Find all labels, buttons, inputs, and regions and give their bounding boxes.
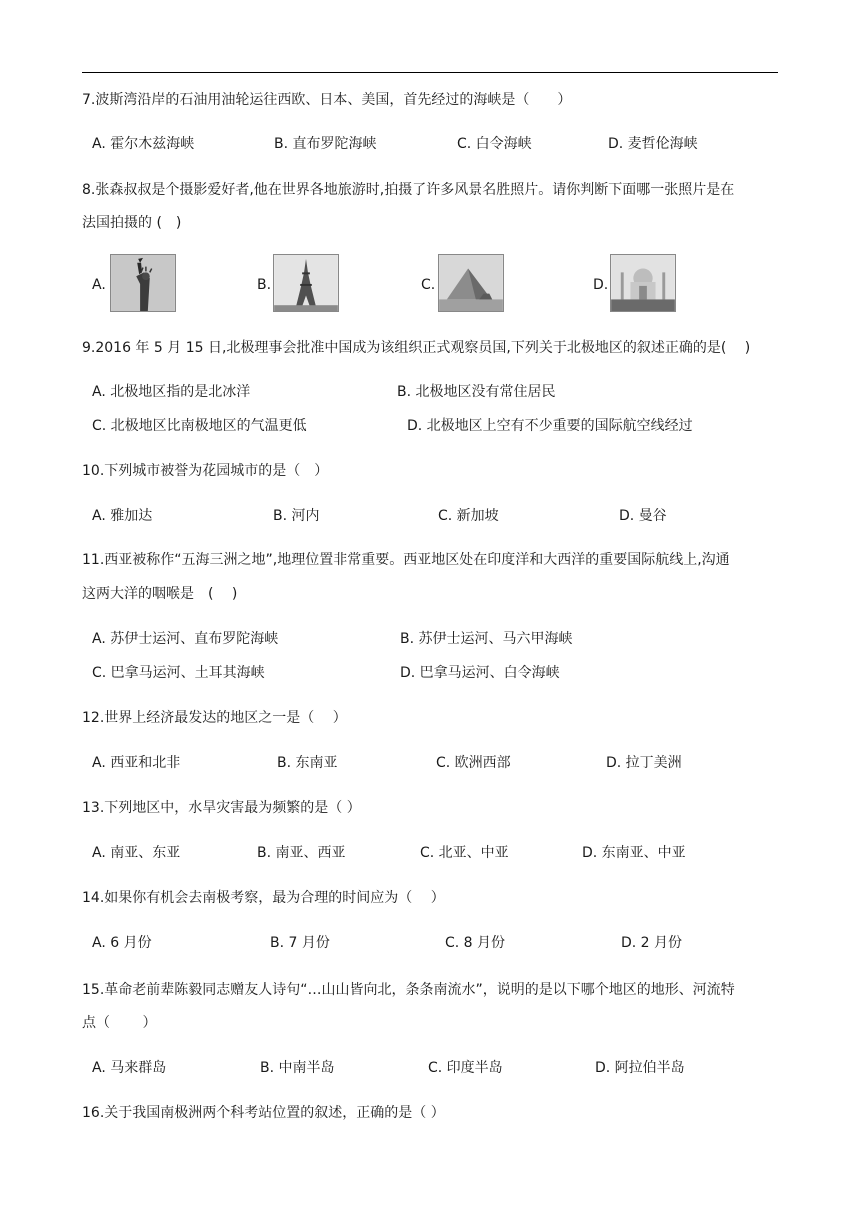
q11-option-c[interactable]: C. 巴拿马运河、土耳其海峡 xyxy=(92,665,265,681)
question-12-stem: 12.世界上经济最发达的地区之一是（ ） xyxy=(82,710,347,726)
q12-option-a[interactable]: A. 西亚和北非 xyxy=(92,755,181,771)
header-rule xyxy=(82,72,778,73)
taj-mahal-photo xyxy=(610,254,676,312)
q13-option-b[interactable]: B. 南亚、西亚 xyxy=(257,845,346,861)
q7-option-d[interactable]: D. 麦哲伦海峡 xyxy=(608,136,698,152)
q8-option-d[interactable]: D. xyxy=(593,277,609,293)
q15-option-c[interactable]: C. 印度半岛 xyxy=(428,1060,503,1076)
q7-option-b[interactable]: B. 直布罗陀海峡 xyxy=(274,136,377,152)
q12-option-c[interactable]: C. 欧洲西部 xyxy=(436,755,511,771)
question-7-stem: 7.波斯湾沿岸的石油用油轮运往西欧、日本、美国，首先经过的海峡是（ ） xyxy=(82,92,572,108)
q8-option-b[interactable]: B. xyxy=(257,277,272,293)
question-11-stem-line1: 11.西亚被称作“五海三洲之地”,地理位置非常重要。西亚地区处在印度洋和大西洋的重要国际航线上,沟通 xyxy=(82,552,730,568)
q9-option-c[interactable]: C. 北极地区比南极地区的气温更低 xyxy=(92,418,307,434)
q11-option-b[interactable]: B. 苏伊士运河、马六甲海峡 xyxy=(400,631,573,647)
q9-option-a[interactable]: A. 北极地区指的是北冰洋 xyxy=(92,384,251,400)
q14-option-a[interactable]: A. 6 月份 xyxy=(92,935,152,951)
q10-option-c[interactable]: C. 新加坡 xyxy=(438,508,499,524)
statue-of-liberty-photo xyxy=(110,254,176,312)
question-14-stem: 14.如果你有机会去南极考察，最为合理的时间应为（ ） xyxy=(82,890,445,906)
q9-option-d[interactable]: D. 北极地区上空有不少重要的国际航空线经过 xyxy=(407,418,693,434)
q9-option-b[interactable]: B. 北极地区没有常住居民 xyxy=(397,384,556,400)
q10-option-b[interactable]: B. 河内 xyxy=(273,508,320,524)
q10-option-a[interactable]: A. 雅加达 xyxy=(92,508,153,524)
question-11-stem-line2: 这两大洋的咽喉是 ( ) xyxy=(82,586,238,602)
question-9-stem: 9.2016 年 5 月 15 日,北极理事会批准中国成为该组织正式观察员国,下列关于北极地区的叙述正确的是( ) xyxy=(82,340,751,356)
q11-option-d[interactable]: D. 巴拿马运河、白令海峡 xyxy=(400,665,560,681)
q13-option-a[interactable]: A. 南亚、东亚 xyxy=(92,845,181,861)
q7-option-a[interactable]: A. 霍尔木兹海峡 xyxy=(92,136,195,152)
q14-option-d[interactable]: D. 2 月份 xyxy=(621,935,683,951)
q8-option-a[interactable]: A. xyxy=(92,277,106,293)
q12-option-b[interactable]: B. 东南亚 xyxy=(277,755,338,771)
q14-option-c[interactable]: C. 8 月份 xyxy=(445,935,506,951)
q15-option-a[interactable]: A. 马来群岛 xyxy=(92,1060,167,1076)
q8-option-c[interactable]: C. xyxy=(421,277,436,293)
q10-option-d[interactable]: D. 曼谷 xyxy=(619,508,667,524)
q12-option-d[interactable]: D. 拉丁美洲 xyxy=(606,755,682,771)
q11-option-a[interactable]: A. 苏伊士运河、直布罗陀海峡 xyxy=(92,631,279,647)
question-16-stem: 16.关于我国南极洲两个科考站位置的叙述，正确的是（ ） xyxy=(82,1105,445,1121)
pyramids-sphinx-photo xyxy=(438,254,504,312)
question-13-stem: 13.下列地区中，水旱灾害最为频繁的是（ ） xyxy=(82,800,361,816)
eiffel-tower-photo xyxy=(273,254,339,312)
question-15-stem-line2: 点（ ） xyxy=(82,1015,157,1031)
q7-option-c[interactable]: C. 白令海峡 xyxy=(457,136,532,152)
q15-option-b[interactable]: B. 中南半岛 xyxy=(260,1060,335,1076)
q15-option-d[interactable]: D. 阿拉伯半岛 xyxy=(595,1060,685,1076)
question-8-stem-line2: 法国拍摄的 ( ) xyxy=(82,215,182,231)
q13-option-c[interactable]: C. 北亚、中亚 xyxy=(420,845,509,861)
question-8-stem-line1: 8.张森叔叔是个摄影爱好者,他在世界各地旅游时,拍摄了许多风景名胜照片。请你判断下面哪一张照片是在 xyxy=(82,182,735,198)
question-15-stem-line1: 15.革命老前辈陈毅同志赠友人诗句“…山山皆向北，条条南流水”，说明的是以下哪个地区的地形、河流特 xyxy=(82,982,735,998)
question-10-stem: 10.下列城市被誉为花园城市的是（ ） xyxy=(82,463,329,479)
q14-option-b[interactable]: B. 7 月份 xyxy=(270,935,330,951)
q13-option-d[interactable]: D. 东南亚、中亚 xyxy=(582,845,686,861)
